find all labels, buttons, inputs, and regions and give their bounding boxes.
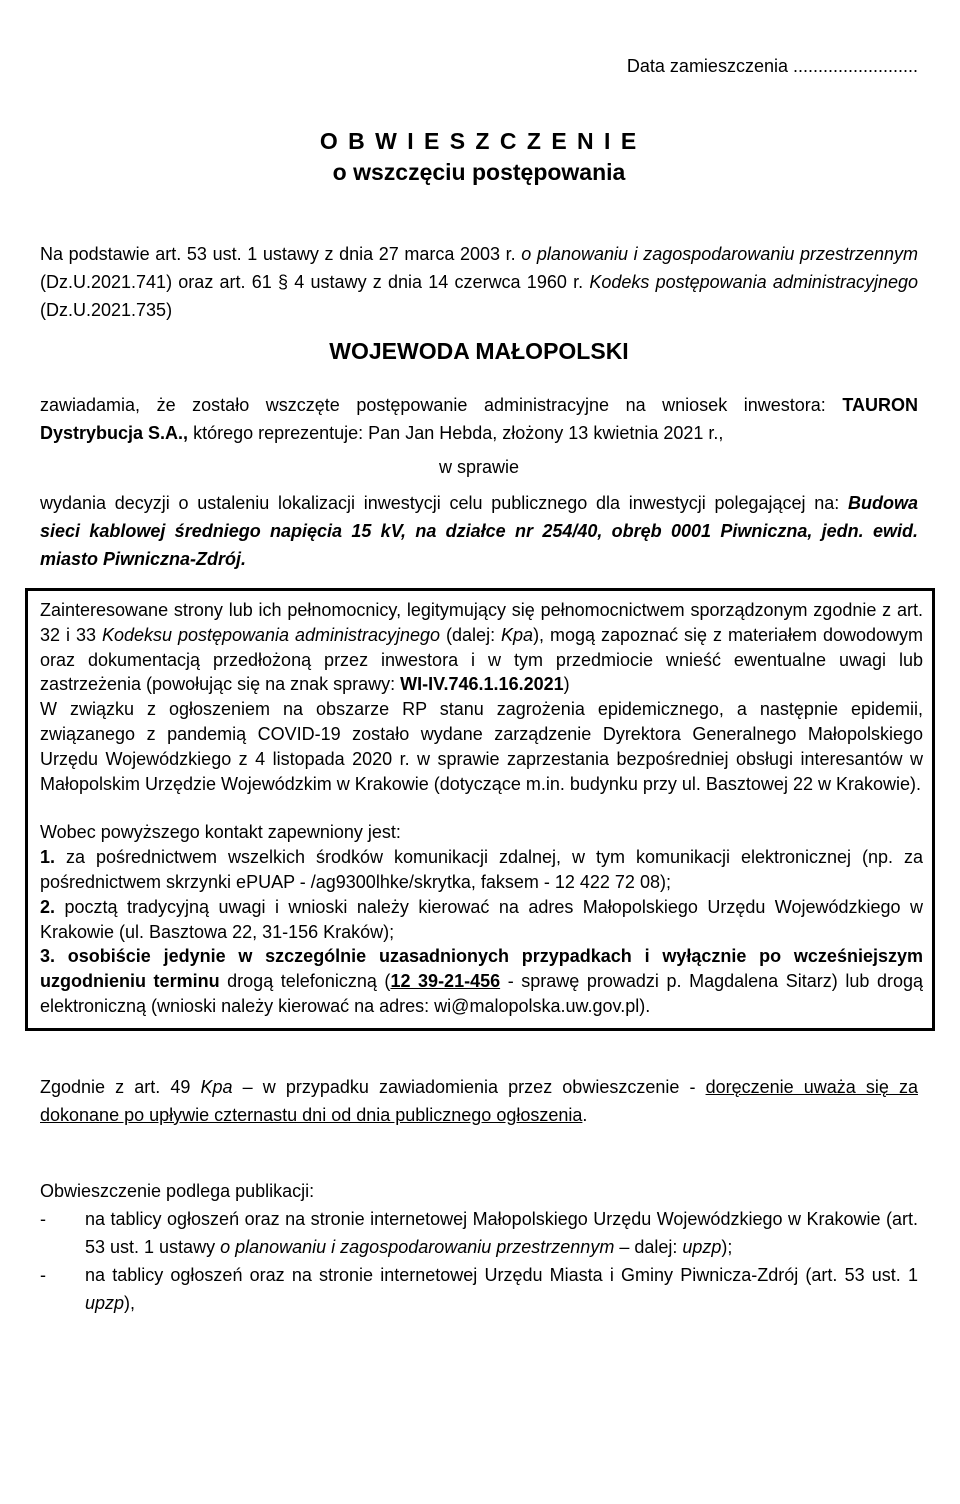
text-segment: na tablicy ogłoszeń oraz na stronie internetowej Małopolskiego Urzędu Wojewódzkiego w Krakowie (art. 53 ust. 1 ustawy bbox=[85, 1208, 918, 1257]
contact-item-1 bbox=[40, 845, 923, 895]
text-segment: . bbox=[582, 1104, 588, 1125]
text-segment: ); bbox=[721, 1236, 733, 1257]
text-segment: Budowa sieci kablowej średniego napięcia 15 kV, na działce nr 254/40, obręb 0001 Piwniczna, jedn. ewid. miasto Piwniczna-Zdrój. bbox=[40, 493, 918, 569]
text-segment: Kodeksu postępowania administracyjnego bbox=[101, 624, 441, 645]
text-segment: którego reprezentuje: Pan Jan Hebda, złożony 13 kwietnia 2021 r., bbox=[188, 423, 724, 443]
case-subject-paragraph bbox=[40, 489, 918, 573]
bullet-marker: - bbox=[40, 1264, 46, 1285]
text-segment: Zainteresowane strony lub ich pełnomocnicy, legitymujący się pełnomocnictwem sporządzonym zgodnie z art. 32 i 33 bbox=[40, 600, 923, 645]
text-segment: 12 39-21-456 bbox=[390, 971, 501, 992]
text-segment: ), bbox=[124, 1292, 136, 1313]
notice-title: O B W I E S Z C Z E N I E bbox=[319, 128, 639, 154]
text-segment: Kpa bbox=[501, 624, 534, 645]
text-segment: 3. osobiście jedynie w szczególnie uzasadnionych przypadkach i wyłącznie po wcześniejszym uzgodnieniu terminu bbox=[40, 946, 923, 992]
text-segment: Zgodnie z art. 49 bbox=[40, 1076, 201, 1097]
info-box bbox=[25, 588, 935, 1031]
box-spacer bbox=[40, 796, 923, 820]
text-segment: – w przypadku zawiadomienia przez obwieszczenie - bbox=[232, 1076, 706, 1097]
text-segment: ), mogą zapoznać się z materiałem dowodowym oraz dokumentacją przedłożoną przez inwestora i w tym przedmiocie wnieść ewentualne uwagi lub zastrzeżenia (powołując się na znak sprawy: bbox=[40, 624, 923, 695]
notice-paragraph bbox=[40, 391, 918, 447]
publication-bullet-2 bbox=[85, 1261, 918, 1317]
text-segment: upzp bbox=[682, 1236, 722, 1257]
text-segment: - sprawę prowadzi p. Magdalena Sitarz) lub drogą elektroniczną (wnioski należy kierować na adres: wi@malopolska.uw.gov.pl). bbox=[40, 971, 923, 1016]
text-segment: Na podstawie art. 53 ust. 1 ustawy z dnia 27 marca 2003 r. bbox=[40, 244, 522, 264]
text-segment: wydania decyzji o ustaleniu lokalizacji inwestycji celu publicznego dla inwestycji polegającej na: bbox=[40, 493, 848, 513]
text-segment: Kpa bbox=[200, 1076, 233, 1097]
contact-item-2 bbox=[40, 895, 923, 945]
text-segment: doręczenie uważa się za dokonane po upływie czternastu dni od dnia publicznego ogłoszenia bbox=[40, 1076, 918, 1125]
contact-item-3 bbox=[40, 944, 923, 1018]
text-segment: (Dz.U.2021.735) bbox=[40, 300, 173, 320]
publication-list bbox=[40, 1205, 918, 1317]
text-segment: 1. bbox=[40, 847, 56, 868]
text-segment: upzp bbox=[85, 1292, 125, 1313]
text-segment: zawiadamia, że zostało wszczęte postępowanie administracyjne na wniosek inwestora: bbox=[40, 395, 843, 415]
contact-heading: Wobec powyższego kontakt zapewniony jest: bbox=[40, 822, 401, 843]
date-placement-line: Data zamieszczenia ......................... bbox=[626, 56, 918, 76]
text-segment: (Dz.U.2021.741) oraz art. 61 § 4 ustawy z dnia 14 czerwca 1960 r. bbox=[40, 272, 590, 292]
text-segment: o planowaniu i zagospodarowaniu przestrzennym bbox=[521, 244, 919, 264]
text-segment: ) bbox=[563, 674, 570, 695]
legal-basis-paragraph bbox=[40, 240, 918, 324]
box-parties-paragraph bbox=[40, 598, 923, 697]
w-sprawie-label: w sprawie bbox=[438, 457, 520, 477]
delivery-paragraph bbox=[40, 1073, 918, 1129]
text-segment: W związku z ogłoszeniem na obszarze RP stanu zagrożenia epidemicznego, a następnie epidemii, związanego z pandemią COVID-19 zostało wydane zarządzenie Dyrektora Generalnego Małopolskiego Urzędu Wojewódzkiego z 4 listopada 2020 r. w sprawie zaprzestania bezpośredniej obsługi interesantów w Małopolskim Urzędzie Wojewódzkim w Krakowie (dotyczące m.in. budynku przy ul. Basztowej 22 w Krakowie). bbox=[40, 699, 923, 794]
text-segment: Kodeks postępowania administracyjnego bbox=[589, 272, 918, 292]
text-segment: za pośrednictwem wszelkich środków komunikacji zdalnej, w tym komunikacji elektronicznej (np. za pośrednictwem skrzynki ePUAP - /ag9300lhke/skrytka, faksem - 12 422 72 08); bbox=[40, 847, 923, 892]
bullet-marker: - bbox=[40, 1208, 46, 1229]
text-segment: WI-IV.746.1.16.2021 bbox=[400, 674, 564, 695]
text-segment: o planowaniu i zagospodarowaniu przestrzennym bbox=[220, 1236, 615, 1257]
authority-heading: WOJEWODA MAŁOPOLSKI bbox=[329, 338, 629, 364]
list-item bbox=[40, 1205, 918, 1261]
text-segment: na tablicy ogłoszeń oraz na stronie internetowej Urzędu Miasta i Gminy Piwnicza-Zdrój (art. 53 ust. 1 bbox=[85, 1264, 918, 1285]
publication-bullet-1 bbox=[85, 1205, 918, 1261]
publication-heading: Obwieszczenie podlega publikacji: bbox=[40, 1180, 315, 1201]
box-covid-paragraph bbox=[40, 697, 923, 796]
text-segment: 2. bbox=[40, 896, 56, 917]
text-segment: – dalej: bbox=[614, 1236, 683, 1257]
notice-subtitle: o wszczęciu postępowania bbox=[332, 159, 626, 185]
text-segment: drogą telefoniczną ( bbox=[219, 971, 391, 992]
text-segment: TAURON Dystrybucja S.A., bbox=[40, 395, 918, 443]
notice-title-block bbox=[40, 126, 918, 188]
text-segment: pocztą tradycyjną uwagi i wnioski należy kierować na adres Małopolskiego Urzędu Wojewódzkiego w Krakowie (ul. Basztowa 22, 31-156 Kraków); bbox=[40, 896, 923, 942]
list-item bbox=[40, 1261, 918, 1317]
text-segment: (dalej: bbox=[440, 624, 502, 645]
